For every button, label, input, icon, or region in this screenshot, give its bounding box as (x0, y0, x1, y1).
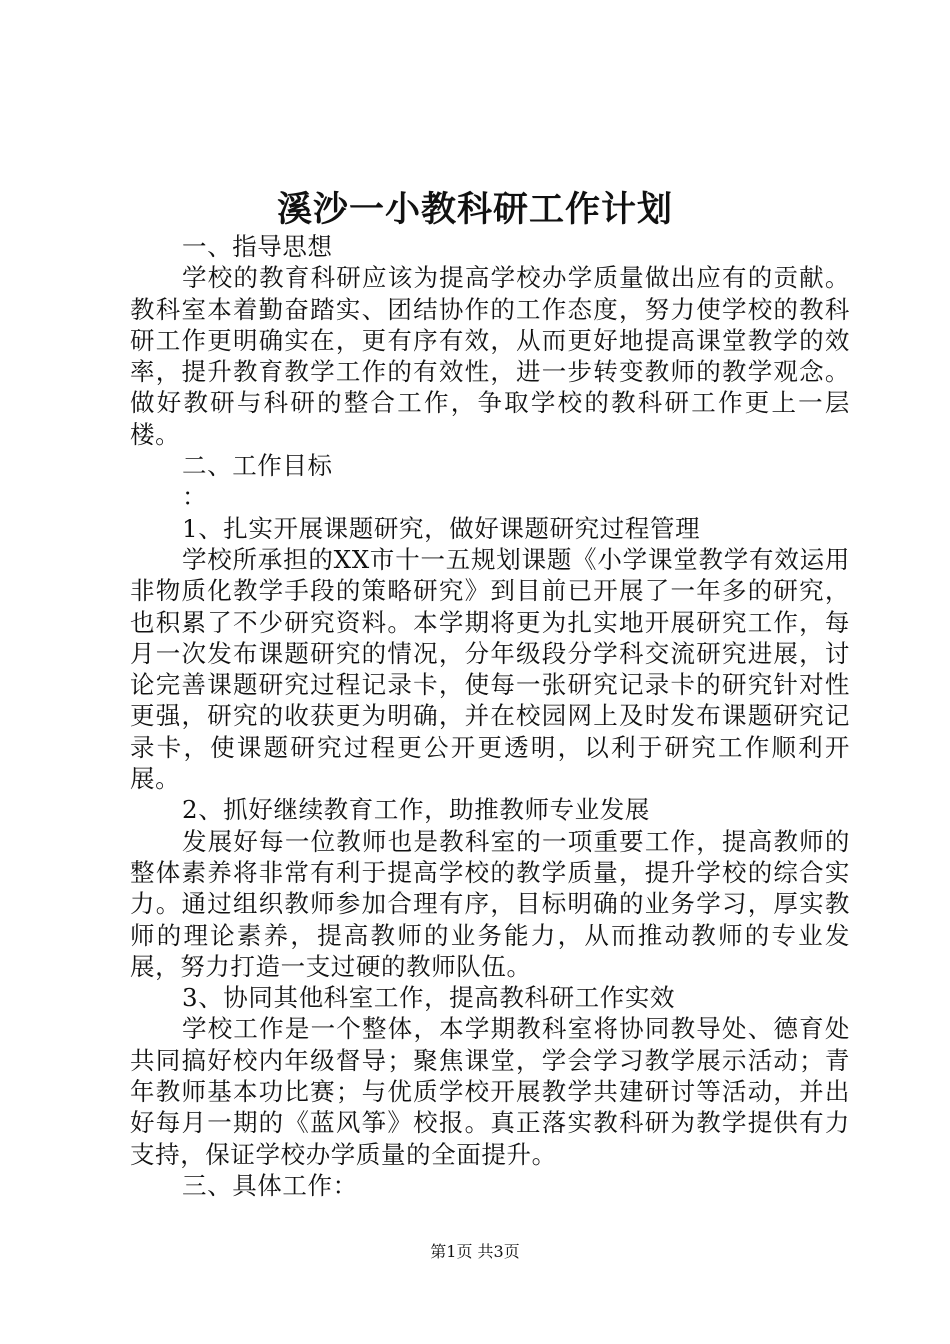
section-heading: 一、指导思想 (182, 232, 333, 261)
paragraph: 学校的教育科研应该为提高学校办学质量做出应有的贡献。教科室本着勤奋踏实、团结协作的工作态度，努力使学校的教科研工作更明确实在，更有序有效，从而更好地提高课堂教学的效率，提升教育教学工作的有效性，进一步转变教师的教学观念。做好教研与科研的整合工作，争取学校的教科研工作更上一层楼。 (130, 263, 850, 449)
subsection-heading: 3、协同其他科室工作，提高教科研工作实效 (182, 983, 676, 1013)
subsection-heading: 1、扎实开展课题研究，做好课题研究过程管理 (182, 513, 701, 543)
colon-line: ： (182, 482, 208, 512)
document-title: 溪沙一小教科研工作计划 (276, 189, 673, 230)
section-heading: 三、具体工作： (182, 1170, 358, 1200)
paragraph: 发展好每一位教师也是教科室的一项重要工作，提高教师的整体素养将非常有利于提高学校的教学质量，提升学校的综合实力。通过组织教师参加合理有序，目标明确的业务学习，厚实教师的理论素养，提高教师的业务能力，从而推动教师的专业发展，努力打造一支过硬的教师队伍。 (130, 826, 850, 981)
paragraph: 学校工作是一个整体，本学期教科室将协同教导处、德育处共同搞好校内年级督导；聚焦课堂，学会学习教学展示活动；青年教师基本功比赛；与优质学校开展教学共建研讨等活动，并出好每月一期的《蓝风筝》校报。真正落实教科研为教学提供有力支持，保证学校办学质量的全面提升。 (130, 1014, 850, 1169)
document-body (130, 231, 850, 1201)
paragraph: 学校所承担的XX市十一五规划课题《小学课堂教学有效运用非物质化教学手段的策略研究》到目前已开展了一年多的研究，也积累了不少研究资料。本学期将更为扎实地开展研究工作，每月一次发布课题研究的情况，分年级段分学科交流研究进展，讨论完善课题研究过程记录卡，使每一张研究记录卡的研究针对性更强，研究的收获更为明确，并在校园网上及时发布课题研究记录卡，使课题研究过程更公开更透明，以利于研究工作顺利开展。 (130, 544, 850, 794)
subsection-heading: 2、抓好继续教育工作，助推教师专业发展 (182, 795, 650, 825)
page-footer: 第1页 共3页 (430, 1242, 520, 1261)
section-heading: 二、工作目标 (182, 451, 333, 481)
